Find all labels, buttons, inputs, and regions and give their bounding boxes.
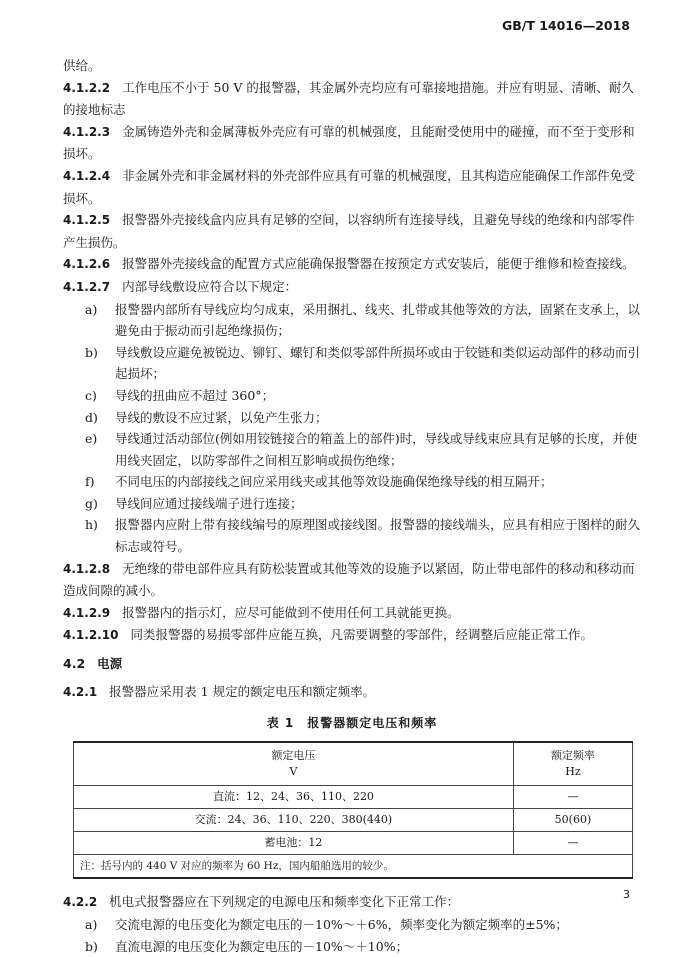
table-row bbox=[74, 786, 633, 809]
table-header-row bbox=[74, 742, 633, 786]
clause-number: 4.1.2.2 bbox=[63, 81, 110, 95]
section-number: 4.2 bbox=[63, 656, 85, 671]
list-item bbox=[63, 514, 641, 557]
frequency-cell: — bbox=[513, 832, 632, 855]
list-text: 导线通过活动部位(例如用铰链接合的箱盖上的部件)时，导线或导线束应具有足够的长度，并使用线夹固定，以防零部件之间相互影响或损伤绝缘； bbox=[111, 428, 641, 471]
list-item bbox=[63, 385, 641, 407]
clause-4-1-2-3 bbox=[63, 121, 641, 165]
table-row bbox=[74, 809, 633, 832]
voltage-frequency-table bbox=[73, 741, 633, 880]
list-item bbox=[63, 407, 641, 429]
table-note-row bbox=[74, 855, 633, 879]
clause-text: 报警器内的指示灯，应尽可能做到不使用任何工具就能更换。 bbox=[122, 605, 460, 620]
clause-number: 4.1.2.7 bbox=[63, 280, 110, 294]
clause-number: 4.1.2.6 bbox=[63, 257, 110, 271]
standard-header: GB/T 14016—2018 bbox=[502, 18, 630, 33]
list-item bbox=[63, 428, 641, 471]
table-title: 表 1 报警器额定电压和频率 bbox=[63, 713, 641, 735]
table-row bbox=[74, 832, 633, 855]
list-label: a) bbox=[63, 914, 111, 936]
clause-number: 4.1.2.10 bbox=[63, 628, 118, 642]
list-text: 导线的敷设不应过紧，以免产生张力； bbox=[111, 407, 641, 429]
clause-4-1-2-7 bbox=[63, 276, 641, 299]
clause-number: 4.1.2.9 bbox=[63, 606, 110, 620]
paragraph-continuation: 供给。 bbox=[63, 55, 641, 77]
list-text: 不同电压的内部接线之间应采用线夹或其他等效设施确保绝缘导线的相互隔开； bbox=[111, 471, 641, 493]
clause-number: 4.2.2 bbox=[63, 895, 97, 909]
frequency-cell: 50(60) bbox=[513, 809, 632, 832]
list-label: b) bbox=[63, 936, 111, 957]
clause-number: 4.1.2.4 bbox=[63, 169, 110, 183]
list-text: 交流电源的电压变化为额定电压的－10%～＋6%，频率变化为额定频率的±5%； bbox=[111, 914, 641, 936]
list-item bbox=[63, 299, 641, 342]
list-item bbox=[63, 342, 641, 385]
document-body bbox=[63, 55, 641, 957]
list-label: g) bbox=[63, 493, 111, 515]
list-text: 报警器内应附上带有接线编号的原理图或接线图。报警器的接线端头，应具有相应于图样的耐久标志或符号。 bbox=[111, 514, 641, 557]
list-label: e) bbox=[63, 428, 111, 471]
clause-4-1-2-5 bbox=[63, 209, 641, 253]
clause-4-1-2-6 bbox=[63, 253, 641, 276]
clause-4-1-2-10 bbox=[63, 624, 641, 647]
clause-4-1-2-4 bbox=[63, 165, 641, 209]
clause-number: 4.2.1 bbox=[63, 685, 97, 699]
table-note: 注：括号内的 440 V 对应的频率为 60 Hz，国内船舶选用的较少。 bbox=[74, 855, 633, 879]
clause-number: 4.1.2.3 bbox=[63, 125, 110, 139]
clause-text: 报警器外壳接线盒内应具有足够的空间，以容纳所有连接导线，且避免导线的绝缘和内部零件产生损伤。 bbox=[63, 212, 635, 250]
section-title: 电源 bbox=[97, 656, 122, 671]
clause-number: 4.1.2.5 bbox=[63, 213, 110, 227]
frequency-header: 额定频率 Hz bbox=[513, 742, 632, 786]
clause-4-1-2-2 bbox=[63, 77, 641, 121]
list-item bbox=[63, 471, 641, 493]
list-label: f) bbox=[63, 471, 111, 493]
clause-text: 报警器外壳接线盒的配置方式应能确保报警器在按预定方式安装后，能便于维修和检查接线。 bbox=[122, 256, 635, 271]
list-item bbox=[63, 914, 641, 936]
clause-text: 工作电压不小于 50 V 的报警器，其金属外壳均应有可靠接地措施。并应有明显、清晰、耐久的接地标志 bbox=[63, 80, 634, 118]
clause-4-1-2-9 bbox=[63, 602, 641, 625]
section-heading bbox=[63, 653, 641, 675]
clause-text: 非金属外壳和非金属材料的外壳部件应具有可靠的机械强度，且其构造应能确保工作部件免受损坏。 bbox=[63, 168, 635, 206]
list-label: a) bbox=[63, 299, 111, 342]
clause-number: 4.1.2.8 bbox=[63, 562, 110, 576]
clause-text: 同类报警器的易损零部件应能互换，凡需要调整的零部件，经调整后应能正常工作。 bbox=[130, 627, 593, 642]
list-text: 导线敷设应避免被锐边、铆钉、螺钉和类似零部件所损坏或由于铰链和类似运动部件的移动而引起损坏； bbox=[111, 342, 641, 385]
clause-text: 机电式报警器应在下列规定的电源电压和频率变化下正常工作： bbox=[109, 894, 459, 909]
list-label: d) bbox=[63, 407, 111, 429]
clause-text: 内部导线敷设应符合以下规定： bbox=[122, 279, 297, 294]
clause-4-1-2-8 bbox=[63, 558, 641, 602]
clause-text: 报警器应采用表 1 规定的额定电压和额定频率。 bbox=[109, 684, 375, 699]
list-label: h) bbox=[63, 514, 111, 557]
list-label: c) bbox=[63, 385, 111, 407]
frequency-cell: — bbox=[513, 786, 632, 809]
page-number: 3 bbox=[623, 888, 630, 901]
list-item bbox=[63, 493, 641, 515]
clause-text: 金属铸造外壳和金属薄板外壳应有可靠的机械强度，且能耐受使用中的碰撞，而不至于变形和损坏。 bbox=[63, 124, 635, 162]
list-item bbox=[63, 936, 641, 957]
voltage-cell: 交流：24、36、110、220、380(440) bbox=[74, 809, 514, 832]
voltage-header: 额定电压 V bbox=[74, 742, 514, 786]
list-label: b) bbox=[63, 342, 111, 385]
voltage-cell: 直流：12、24、36、110、220 bbox=[74, 786, 514, 809]
voltage-cell: 蓄电池：12 bbox=[74, 832, 514, 855]
clause-4-2-2 bbox=[63, 891, 641, 914]
list-text: 导线间应通过接线端子进行连接； bbox=[111, 493, 641, 515]
list-text: 报警器内部所有导线应均匀成束，采用捆扎、线夹、扎带或其他等效的方法，固紧在支承上，以避免由于振动而引起绝缘损伤； bbox=[111, 299, 641, 342]
list-text: 导线的扭曲应不超过 360°； bbox=[111, 385, 641, 407]
clause-4-2-1 bbox=[63, 681, 641, 704]
clause-text: 无绝缘的带电部件应具有防松装置或其他等效的设施予以紧固，防止带电部件的移动和移动而造成间隙的减小。 bbox=[63, 561, 635, 599]
list-text: 直流电源的电压变化为额定电压的－10%～＋10%； bbox=[111, 936, 641, 957]
